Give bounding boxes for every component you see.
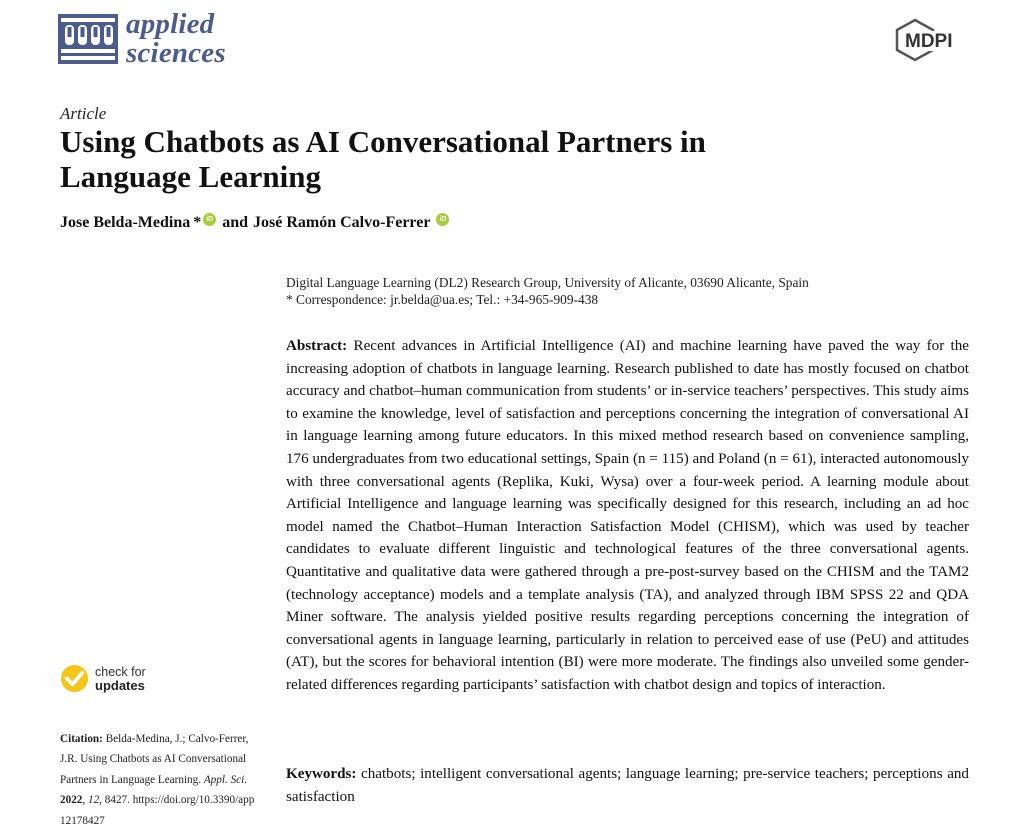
check-updates-line2: updates: [95, 677, 145, 693]
abstract-label: Abstract:: [286, 338, 348, 354]
citation-block: Citation: Belda-Medina, J.; Calvo-Ferrer, J.R. Using Chatbots as AI Conversational Partners in Language Learning. Appl. Sci. 2022, 12, 8427. https://doi.org/10.3390/app12178427: [60, 733, 255, 827]
abstract-text: Recent advances in Artificial Intelligence (AI) and machine learning have paved the way for the increasing adoption of chatbots in language learning. Research published to date has mostly focused on chatbot accuracy and chatbot–human communication from students’ or in-service teachers’ perspectives. This study aims to examine the knowledge, level of satisfaction and perceptions concerning the integration of conversational AI in language learning among future educators. In this mixed method research based on convenience sampling, 176 undergraduates from two educational settings, Spain (n = 115) and Poland (n = 61), interacted autonomously with three conversational agents (Replika, Kuki, Wysa) over a four-week period. A learning module about Artificial Intelligence and language learning was specifically designed for this research, including an ad hoc model named the Chatbot–Human Interaction Satisfaction Model (CHISM), which was used by teacher candidates to evaluate different linguistic and technological features of the three conversational agents. Quantitative and qualitative data were gathered through a pre-post-survey based on the CHISM and the TAM2 (technology acceptance) models and a template analysis (TA), and analyzed through IBM SPSS 22 and QDA Miner software. The analysis yielded positive results regarding perceptions concerning the integration of conversational agents in language learning, particularly in relation to perceived ease of use (PeU) and attitudes (AT), but the scores for behavioral intention (BI) were more moderate. The findings also unveiled some gender-related differences regarding participants’ satisfaction with chatbot design and topics of interaction.: [286, 338, 969, 693]
author-name[interactable]: José Ramón Calvo-Ferrer: [253, 214, 431, 231]
citation-label: Citation:: [60, 733, 103, 745]
article-type: Article: [60, 104, 107, 123]
citation-article-number: 8427.: [104, 794, 130, 807]
affiliation-block: [286, 274, 809, 308]
publisher-name: MDPI: [905, 31, 953, 52]
citation-doi-link[interactable]: https://doi.org/10.3390/app12178427: [60, 794, 255, 827]
author-joiner: and: [222, 214, 249, 231]
citation-year: 2022: [60, 794, 83, 807]
affiliation-text: Digital Language Learning (DL2) Research Group, University of Alicante, 03690 Alicante, Spain: [286, 275, 809, 290]
check-updates-line1: check for: [95, 664, 146, 679]
correspondence-text: * Correspondence: jr.belda@ua.es; Tel.: +34-965-909-438: [286, 292, 599, 307]
check-for-updates-badge[interactable]: [60, 664, 146, 693]
orcid-icon[interactable]: iD: [436, 213, 449, 226]
author-list: [60, 214, 453, 232]
corresponding-marker: *: [193, 214, 202, 231]
citation-volume: 12,: [87, 794, 102, 807]
journal-name: [126, 10, 226, 68]
citation-journal: Appl. Sci.: [203, 773, 248, 786]
journal-name-line1: applied: [126, 8, 215, 40]
article-title: Using Chatbots as AI Conversational Partners in Language Learning: [60, 124, 706, 194]
journal-logo[interactable]: [58, 10, 226, 68]
author-name[interactable]: Jose Belda-Medina: [60, 214, 191, 231]
abstract: [286, 335, 969, 697]
orcid-icon[interactable]: iD: [203, 213, 216, 226]
keywords-text: chatbots; intelligent conversational agents; language learning; pre-service teachers; perceptions and satisfaction: [286, 766, 969, 805]
mdpi-logo[interactable]: [893, 18, 975, 62]
keywords: [286, 763, 969, 808]
citation-text: Belda-Medina, J.; Calvo-Ferrer, J.R. Using Chatbots as AI Conversational Partners in Language Learning.: [60, 733, 249, 786]
check-updates-icon: [60, 664, 89, 693]
keywords-label: Keywords:: [286, 766, 357, 782]
journal-flask-icon: [58, 14, 118, 64]
journal-name-line2: sciences: [126, 37, 226, 69]
